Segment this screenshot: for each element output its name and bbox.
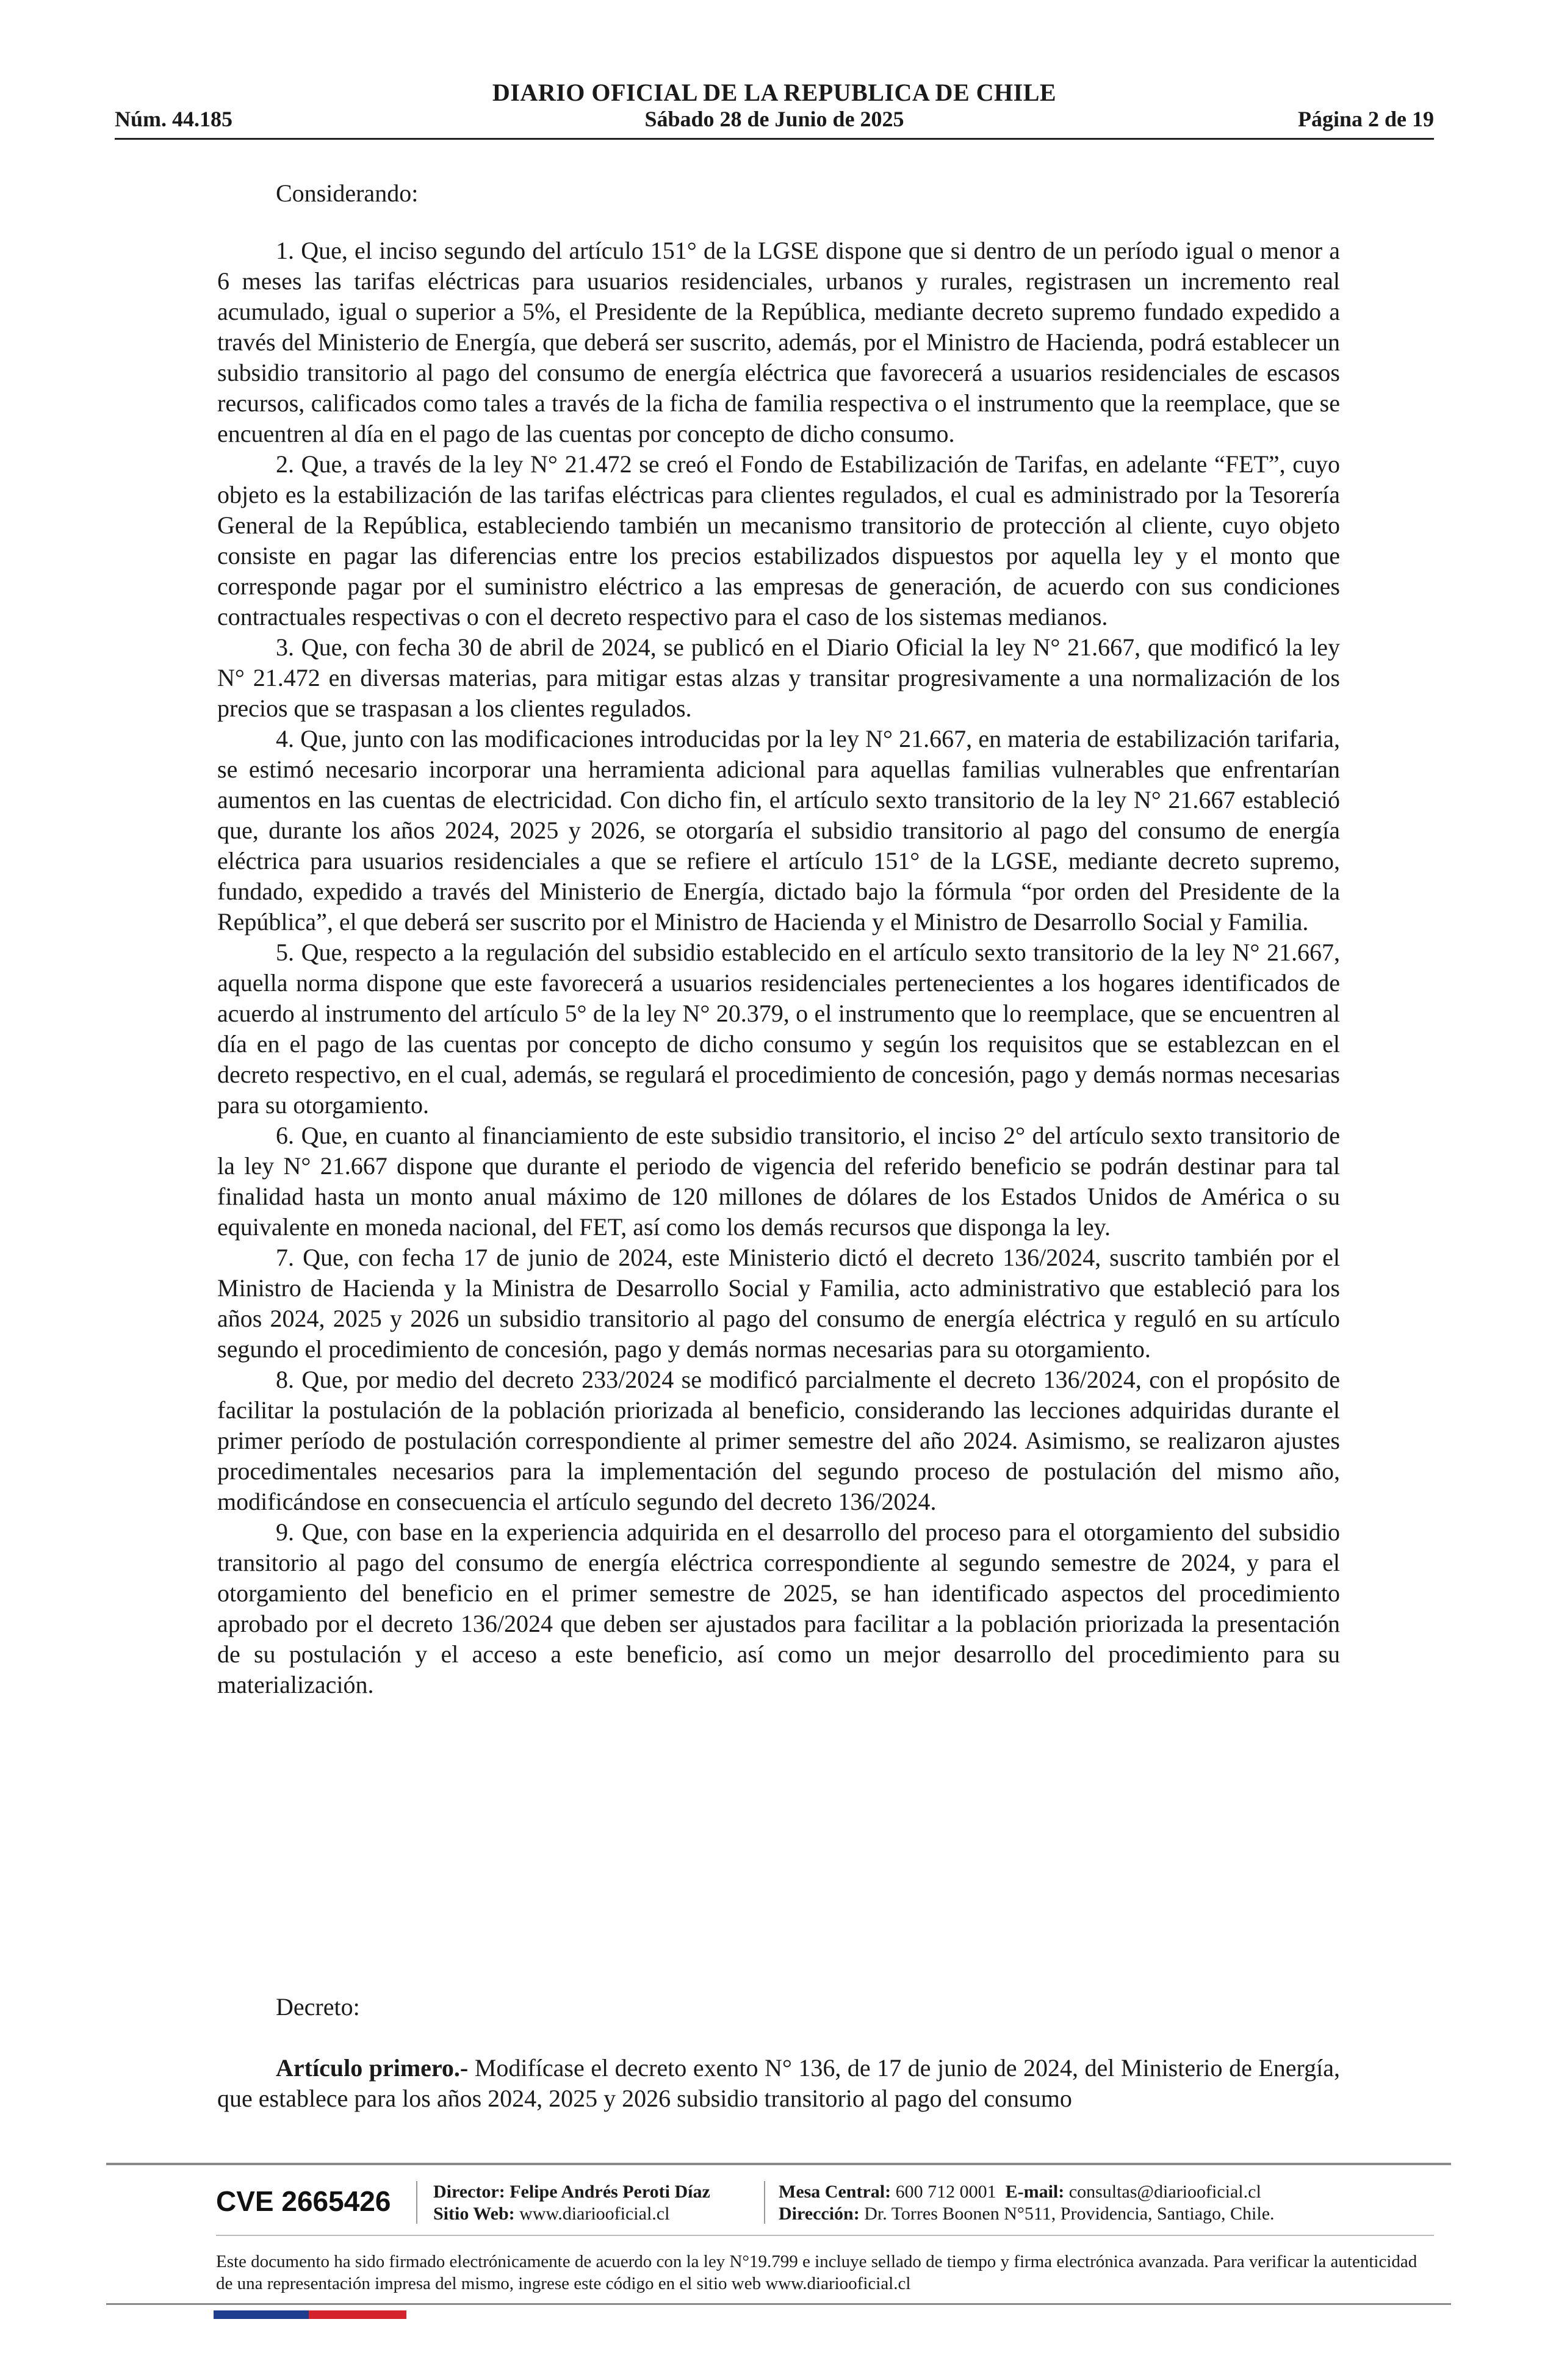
paragraph-5: 5. Que, respecto a la regulación del subsidio establecido en el artículo sexto transitorio de la ley N° 21.667, aquella norma dispone que este favorecerá a usuarios residenciales pertenecientes a los hogares identificados de acuerdo al instrumento del artículo 5° de la ley N° 20.379, o el instrumento que lo reemplace, que se encuentren al día en el pago de las cuentas por concepto de dicho consumo y según los requisitos que se establezcan en el decreto respectivo, en el cual, además, se regulará el procedimiento de concesión, pago y demás normas necesarias para su otorgamiento. — [217, 939, 1340, 1119]
email-label: E-mail: — [1005, 2182, 1065, 2202]
cve-code: CVE 2665426 — [216, 2185, 391, 2217]
footer-top-rule — [106, 2163, 1451, 2165]
considerando-body — [217, 236, 1340, 1700]
flag-stripe-blue — [214, 2310, 309, 2319]
paragraph-6: 6. Que, en cuanto al financiamiento de este subsidio transitorio, el inciso 2° del artículo sexto transitorio de la ley N° 21.667 dispone que durante el periodo de vigencia del referido beneficio se podrán destinar para tal finalidad hasta un monto anual máximo de 120 millones de dólares de los Estados Unidos de América o su equivalente en moneda nacional, del FET, así como los demás recursos que disponga la ley. — [217, 1122, 1340, 1241]
issue-date: Sábado 28 de Junio de 2025 — [644, 107, 904, 131]
legal-notice: Este documento ha sido firmado electrónicamente de acuerdo con la ley N°19.799 e incluye sellado de tiempo y firma electrónica avanzada. Para verificar la autenticidad de una representación impresa del mismo, ingrese este código en el sitio web www.diariooficial.cl — [216, 2252, 1417, 2293]
footer-bottom-rule — [106, 2303, 1451, 2305]
footer-contact-block — [779, 2181, 1275, 2225]
paragraph-9: 9. Que, con base en la experiencia adquirida en el desarrollo del proceso para el otorgamiento del subsidio transitorio al pago del consumo de energía eléctrica correspondiente al segundo semestre de 2024, y para el otorgamiento del beneficio en el primer semestre de 2025, se han identificado aspectos del procedimiento aprobado por el decreto 136/2024 que deben ser ajustados para facilitar a la población priorizada la presentación de su postulación y el acceso a este beneficio, así como un mejor desarrollo del procedimiento para su materialización. — [217, 1518, 1340, 1698]
sitio-link[interactable]: www.diariooficial.cl — [519, 2204, 670, 2224]
paragraph-7: 7. Que, con fecha 17 de junio de 2024, este Ministerio dictó el decreto 136/2024, suscrito también por el Ministro de Hacienda y la Ministra de Desarrollo Social y Familia, acto administrativo que estableció para los años 2024, 2025 y 2026 un subsidio transitorio al pago del consumo de energía eléctrica y reguló en su artículo segundo el procedimiento de concesión, pago y demás normas necesarias para su otorgamiento. — [217, 1244, 1340, 1363]
mesa-label: Mesa Central: — [779, 2182, 891, 2202]
email-link[interactable]: consultas@diariooficial.cl — [1068, 2182, 1261, 2202]
articulo-text: Modifícase el decreto exento N° 136, de 17 de junio de 2024, del Ministerio de Energía, que establece para los años 2024, 2025 y 2026 subsidio transitorio al pago del consumo — [217, 2054, 1340, 2112]
articulo-title: Artículo primero.- — [276, 2054, 469, 2082]
footer-director-block — [433, 2181, 710, 2225]
footer-mid-rule — [216, 2235, 1434, 2236]
director-label: Director: — [433, 2182, 505, 2202]
paragraph-8: 8. Que, por medio del decreto 233/2024 se modificó parcialmente el decreto 136/2024, con el propósito de facilitar la postulación de la población priorizada al beneficio, considerando las lecciones adquiridas durante el primer período de postulación correspondiente al primer semestre del año 2024. Asimismo, se realizaron ajustes procedimentales necesarios para la implementación del segundo proceso de postulación del mismo año, modificándose en consecuencia el artículo segundo del decreto 136/2024. — [217, 1366, 1340, 1515]
articulo-primero — [217, 2053, 1340, 2114]
considerando-heading: Considerando: — [276, 179, 419, 207]
newspaper-title: DIARIO OFICIAL DE LA REPUBLICA DE CHILE — [492, 79, 1057, 106]
paragraph-2: 2. Que, a través de la ley N° 21.472 se creó el Fondo de Estabilización de Tarifas, en adelante “FET”, cuyo objeto es la estabilización de las tarifas eléctricas para clientes regulados, el cual es administrado por la Tesorería General de la República, estableciendo también un mecanismo transitorio de protección al cliente, cuyo objeto consiste en pagar las diferencias entre los precios estabilizados dispuestos por aquella ley y el monto que corresponde pagar por el suministro eléctrico a las empresas de generación, de acuerdo con sus condiciones contractuales respectivas o con el decreto respectivo para el caso de los sistemas medianos. — [217, 450, 1340, 630]
decreto-heading: Decreto: — [276, 1993, 360, 2021]
direccion-value: Dr. Torres Boonen N°511, Providencia, Santiago, Chile. — [864, 2204, 1275, 2224]
page-header — [115, 74, 1434, 144]
issue-number: Núm. 44.185 — [115, 107, 233, 131]
paragraph-1: 1. Que, el inciso segundo del artículo 151° de la LGSE dispone que si dentro de un período igual o menor a 6 meses las tarifas eléctricas para usuarios residenciales, urbanos y rurales, registrasen un incremento real acumulado, igual o superior a 5%, el Presidente de la República, mediante decreto supremo fundado expedido a través del Ministerio de Energía, que deberá ser suscrito, además, por el Ministro de Hacienda, podrá establecer un subsidio transitorio al pago del consumo de energía eléctrica que favorecerá a usuarios residenciales de escasos recursos, calificados como tales a través de la ficha de familia respectiva o el instrumento que la reemplace, que se encuentren al día en el pago de las cuentas por concepto de dicho consumo. — [217, 237, 1340, 447]
footer-separator — [764, 2181, 765, 2224]
page-number: Página 2 de 19 — [1297, 107, 1434, 131]
mesa-phone: 600 712 0001 — [895, 2182, 996, 2202]
header-divider — [115, 138, 1434, 140]
sitio-label: Sitio Web: — [433, 2204, 515, 2224]
direccion-label: Dirección: — [779, 2204, 860, 2224]
articulo-body — [217, 2053, 1340, 2114]
paragraph-3: 3. Que, con fecha 30 de abril de 2024, se publicó en el Diario Oficial la ley N° 21.667, que modificó la ley N° 21.472 en diversas materias, para mitigar estas alzas y transitar progresivamente a una normalización de los precios que se traspasan a los clientes regulados. — [217, 633, 1340, 722]
director-name: Felipe Andrés Peroti Díaz — [510, 2182, 710, 2202]
footer-separator — [416, 2181, 417, 2224]
flag-stripe-red — [309, 2310, 406, 2319]
paragraph-4: 4. Que, junto con las modificaciones introducidas por la ley N° 21.667, en materia de estabilización tarifaria, se estimó necesario incorporar una herramienta adicional para aquellas familias vulnerables que enfrentarían aumentos en las cuentas de electricidad. Con dicho fin, el artículo sexto transitorio de la ley N° 21.667 estableció que, durante los años 2024, 2025 y 2026, se otorgaría el subsidio transitorio al pago del consumo de energía eléctrica para usuarios residenciales a que se refiere el artículo 151° de la LGSE, mediante decreto supremo, fundado, expedido a través del Ministerio de Energía, dictado bajo la fórmula “por orden del Presidente de la República”, el que deberá ser suscrito por el Ministro de Hacienda y el Ministro de Desarrollo Social y Familia. — [217, 725, 1340, 936]
